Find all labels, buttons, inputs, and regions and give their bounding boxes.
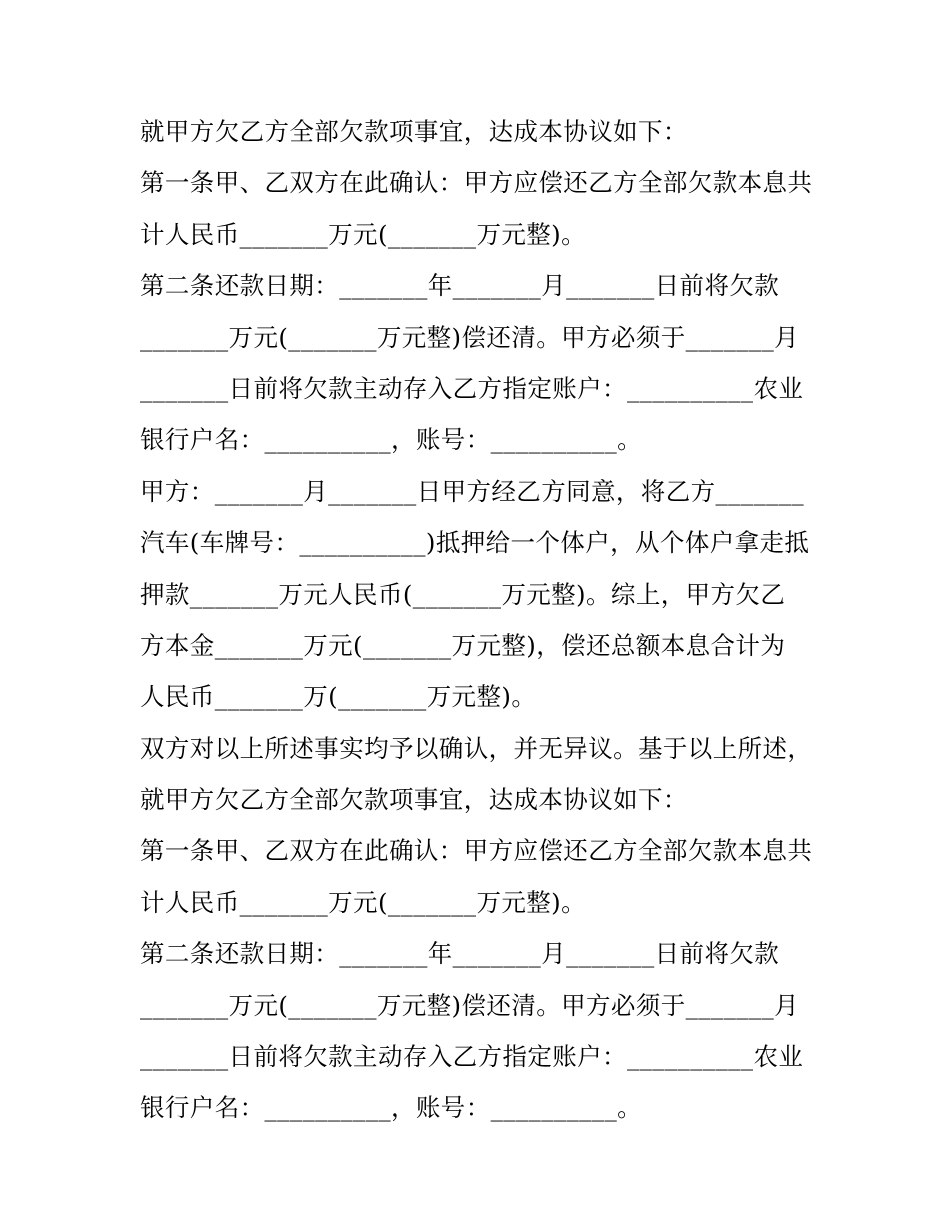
text-line: 人民币_______万(_______万元整)。 [140,682,537,712]
text-line: 就甲方欠乙方全部欠款项事宜，达成本协议如下： [140,785,688,815]
text-line: 计人民币_______万元(_______万元整)。 [140,219,587,249]
text-line: 甲方：_______月_______日甲方经乙方同意，将乙方_______ [140,476,805,506]
text-line: 第二条还款日期：_______年_______月_______日前将欠款 [140,939,780,969]
text-line: 第一条甲、乙双方在此确认：甲方应偿还乙方全部欠款本息共 [140,836,813,866]
text-line: _______万元(_______万元整)偿还清。甲方必须于_______月 [140,990,800,1020]
text-line: 就甲方欠乙方全部欠款项事宜，达成本协议如下： [140,117,688,146]
text-line: 银行户名：__________，账号：__________。 [140,1093,642,1123]
text-line: 汽车(车牌号：__________)抵押给一个体户，从个体户拿走抵 [140,528,810,558]
text-line: 双方对以上所述事实均予以确认，并无异议。基于以上所述， [140,733,813,763]
text-line: 计人民币_______万元(_______万元整)。 [140,887,587,917]
text-line: _______日前将欠款主动存入乙方指定账户：__________农业 [140,1042,804,1072]
text-line: 押款_______万元人民币(_______万元整)。综上，甲方欠乙 [140,579,786,609]
text-line: _______万元(_______万元整)偿还清。甲方必须于_______月 [140,322,800,352]
text-line: _______日前将欠款主动存入乙方指定账户：__________农业 [140,373,804,403]
document-body [140,106,820,1134]
text-line: 银行户名：__________，账号：__________。 [140,425,642,455]
text-line: 方本金_______万元(_______万元整)，偿还总额本息合计为 [140,630,786,660]
text-line: 第一条甲、乙双方在此确认：甲方应偿还乙方全部欠款本息共 [140,168,813,198]
text-line: 第二条还款日期：_______年_______月_______日前将欠款 [140,271,780,301]
